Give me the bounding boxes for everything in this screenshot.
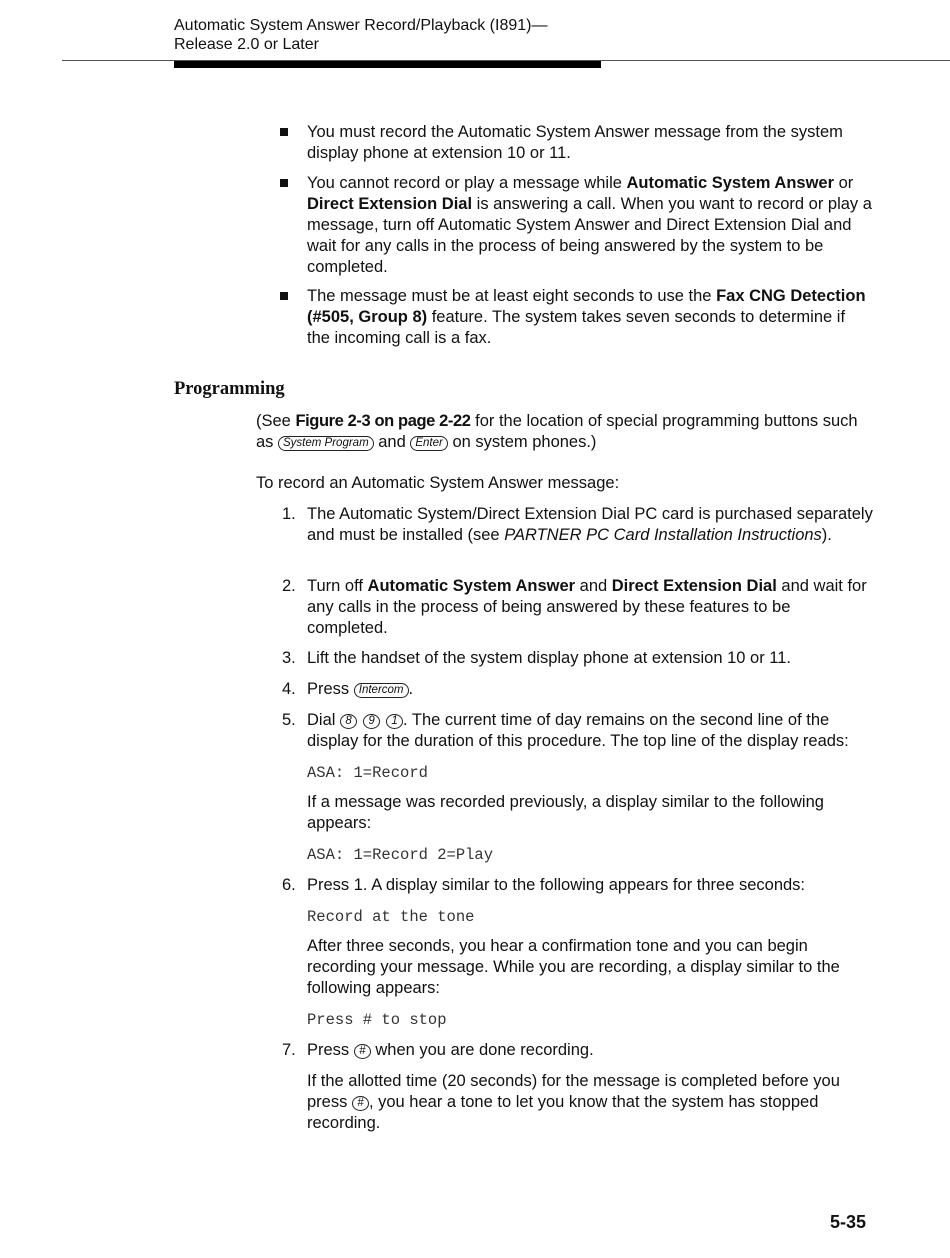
bullet-text [307, 286, 872, 349]
step-note: After three seconds, you hear a confirmation tone and you can begin recording your message. While you are recording, a display similar to the following appears: [307, 937, 840, 997]
step-text [307, 504, 874, 546]
step-item [282, 648, 874, 669]
bullet-item [280, 173, 872, 278]
bullet-text: You must record the Automatic System Answer message from the system display phone at extension 10 or 11. [307, 123, 843, 162]
display-readout: Record at the tone [307, 908, 475, 926]
step-item [282, 576, 874, 639]
display-readout: Press # to stop [307, 1011, 447, 1029]
square-bullet-icon [280, 179, 288, 187]
text-run: . The current time of day remains on the second line of the display for the duration of this procedure. The top line of the display reads: [307, 711, 849, 750]
text-run: You cannot record or play a message while [307, 174, 627, 192]
step-number: 6. [282, 876, 296, 894]
text-run: feature. The system takes seven seconds to determine if the incoming call is a fax. [307, 308, 846, 347]
feature-name: Direct Extension Dial [307, 195, 473, 213]
text-run: The message must be at least eight seconds to use the [307, 287, 717, 305]
display-readout: ASA: 1=Record 2=Play [307, 846, 494, 864]
step-number: 1. [282, 505, 296, 523]
header-bar [174, 61, 601, 68]
step-note [307, 1071, 875, 1134]
step-text [307, 710, 874, 752]
running-header [174, 16, 547, 54]
text-run: Dial [307, 711, 341, 729]
document-title: PARTNER PC Card Installation Instructions [504, 526, 822, 544]
dial-key-8-icon: 8 [340, 714, 357, 729]
procedure-intro: To record an Automatic System Answer message: [256, 474, 620, 492]
step-number: 5. [282, 711, 296, 729]
text-run: on system phones.) [447, 433, 597, 451]
text-run: and wait for any calls in the process of being answered by these features to be completed. [307, 577, 867, 637]
text-run: or [834, 174, 854, 192]
step-text: Press 1. A display similar to the following appears for three seconds: [307, 876, 806, 894]
text-run: Press [307, 1041, 354, 1059]
step-note: If a message was recorded previously, a display similar to the following appears: [307, 793, 824, 832]
text-run: . [408, 680, 414, 698]
page-number: 5-35 [830, 1212, 867, 1232]
step-text: Lift the handset of the system display phone at extension 10 or 11. [307, 649, 792, 667]
step-text [307, 576, 874, 639]
text-run: and [575, 577, 612, 595]
text-run: when you are done recording. [370, 1041, 594, 1059]
step-number: 2. [282, 577, 296, 595]
section-title: Programming [174, 379, 285, 399]
bullet-item [280, 286, 872, 349]
step-number: 7. [282, 1041, 296, 1059]
step-item [282, 679, 874, 700]
bullet-item [280, 122, 872, 164]
header-title-line2: Release 2.0 or Later [174, 36, 319, 53]
text-run: If the allotted time (20 seconds) for the message is completed before you press [307, 1072, 840, 1111]
square-bullet-icon [280, 128, 288, 136]
header-title-line1: Automatic System Answer Record/Playback (I891)— [174, 17, 548, 34]
bullet-text [307, 173, 872, 278]
dial-key-9-icon: 9 [363, 714, 380, 729]
feature-name: Fax CNG Detection (#505, Group 8) [307, 287, 866, 326]
text-run: for the location of special programming buttons such as [256, 412, 858, 451]
text-run: Press [307, 680, 354, 698]
dial-key-1-icon: 1 [386, 714, 403, 729]
display-readout: ASA: 1=Record [307, 764, 428, 782]
enter-key-icon: Enter [410, 436, 448, 451]
text-run: The Automatic System/Direct Extension Dial PC card is purchased separately and must be installed (see [307, 505, 873, 544]
step-item [282, 710, 874, 752]
square-bullet-icon [280, 292, 288, 300]
system-program-key-icon: System Program [278, 436, 374, 451]
figure-reference-link[interactable]: Figure 2-3 on page 2-22 [295, 412, 471, 430]
step-item [282, 1040, 874, 1061]
step-item [282, 504, 874, 546]
step-number: 3. [282, 649, 296, 667]
feature-name: Automatic System Answer [367, 577, 576, 595]
text-run: Turn off [307, 577, 368, 595]
step-number: 4. [282, 680, 296, 698]
text-run: ). [821, 526, 832, 544]
programming-note [256, 411, 876, 453]
step-text [307, 1040, 874, 1061]
text-run: and [373, 433, 411, 451]
feature-name: Direct Extension Dial [611, 577, 777, 595]
text-run: is answering a call. When you want to record or play a message, turn off Automatic System Answer and Direct Extension Dial and wait for any calls in the process of being answered by the system to be completed. [307, 195, 872, 276]
step-item [282, 875, 874, 896]
text-run: (See [256, 412, 296, 430]
pound-key-icon: # [352, 1096, 369, 1111]
pound-key-icon: # [354, 1044, 371, 1059]
feature-name: Automatic System Answer [626, 174, 835, 192]
step-text [307, 679, 874, 700]
text-run: , you hear a tone to let you know that the system has stopped recording. [307, 1093, 819, 1132]
intercom-key-icon: Intercom [354, 683, 409, 698]
